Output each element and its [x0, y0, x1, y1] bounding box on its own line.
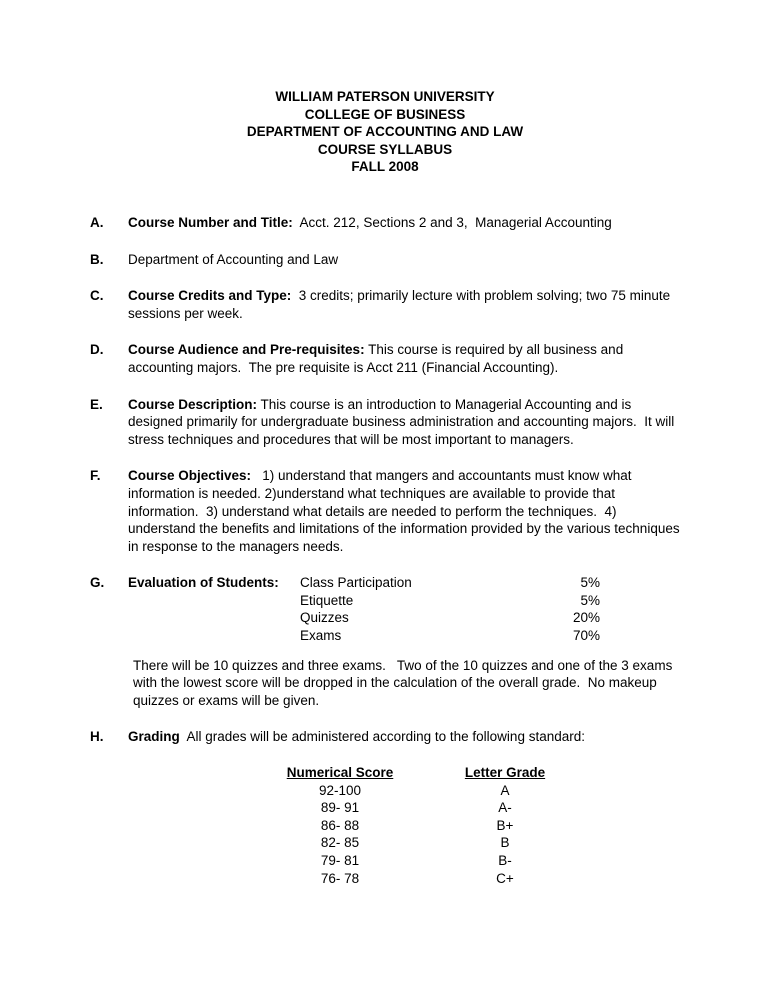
section-body: 1) understand that mangers and accountants must know what information is needed. 2)understand what techniques are available to provide that information. 3) understand what details are needed to perform the techniques. 4) understand the benefits and limitations of the information provided by the various techniques in response to the managers needs. — [128, 468, 684, 554]
section-text — [128, 214, 680, 232]
section-text — [128, 467, 684, 555]
section-lead: Course Number and Title: — [128, 214, 293, 230]
table-row — [260, 782, 680, 800]
section-lead: Evaluation of Students: — [128, 575, 279, 591]
college-name: COLLEGE OF BUSINESS — [304, 106, 466, 122]
evaluation-label: Etiquette — [300, 592, 354, 608]
evaluation-value: 5% — [580, 592, 600, 608]
evaluation-item — [300, 609, 600, 627]
section-description — [90, 396, 680, 449]
table-row — [260, 817, 680, 835]
section-lead: Course Objectives: — [128, 468, 252, 484]
section-lead: Grading — [128, 729, 180, 745]
score-range: 76- 78 — [320, 870, 360, 886]
letter-grade: B — [500, 835, 510, 851]
section-text — [128, 341, 680, 376]
section-body: This course is required by all business and accounting majors. The pre requisite is Acct 211 (Financial Accounting). — [128, 342, 627, 375]
section-course-number — [90, 214, 680, 232]
section-body: Acct. 212, Sections 2 and 3, Managerial Accounting — [292, 214, 612, 230]
section-lead: Course Audience and Pre-requisites: — [128, 342, 365, 358]
evaluation-item — [300, 574, 600, 592]
score-range: 79- 81 — [320, 853, 360, 868]
document-header — [90, 88, 680, 176]
section-body: 3 credits; primarily lecture with problem solving; two 75 minute sessions per week. — [128, 288, 674, 321]
table-row — [260, 870, 680, 888]
score-range: 86- 88 — [320, 817, 360, 833]
university-name: WILLIAM PATERSON UNIVERSITY — [275, 89, 495, 104]
table-row — [260, 852, 680, 870]
section-department — [90, 251, 680, 269]
letter-grade: B+ — [496, 817, 514, 833]
evaluation-value: 5% — [580, 575, 600, 591]
section-text — [128, 728, 680, 746]
section-body: This course is an introduction to Managerial Accounting and is designed primarily for undergraduate business administration and accounting majors. It will stress techniques and procedures that will be most important to managers. — [128, 396, 679, 447]
table-row — [260, 834, 680, 852]
section-text — [128, 251, 680, 269]
section-letter: G. — [90, 575, 105, 591]
section-letter: E. — [90, 396, 103, 412]
section-text — [128, 396, 680, 449]
section-credits — [90, 287, 680, 322]
evaluation-row — [128, 574, 680, 644]
score-range: 89- 91 — [320, 800, 360, 816]
section-letter: A. — [90, 214, 104, 230]
term-label: FALL 2008 — [351, 159, 419, 175]
section-grading — [90, 728, 680, 746]
section-text — [128, 287, 680, 322]
evaluation-label: Quizzes — [300, 610, 349, 626]
letter-grade: B- — [498, 853, 512, 868]
evaluation-table — [300, 574, 600, 644]
section-letter: B. — [90, 251, 104, 267]
section-lead: Course Description: — [128, 396, 258, 412]
section-letter: D. — [90, 342, 104, 358]
score-range: 92-100 — [318, 782, 362, 798]
table-row — [260, 799, 680, 817]
section-lead: Course Credits and Type: — [128, 288, 292, 304]
letter-grade-header: Letter Grade — [464, 765, 546, 781]
document-type: COURSE SYLLABUS — [317, 141, 453, 157]
section-objectives — [90, 467, 684, 555]
section-audience — [90, 341, 680, 376]
evaluation-item — [300, 627, 600, 645]
letter-grade: C+ — [496, 870, 514, 886]
grading-table — [260, 764, 680, 887]
evaluation-item — [300, 592, 600, 610]
section-letter: H. — [90, 729, 104, 745]
section-evaluation — [90, 574, 680, 709]
letter-grade: A — [500, 782, 510, 798]
section-body: Department of Accounting and Law — [128, 251, 339, 267]
letter-grade: A- — [498, 800, 512, 816]
grading-table-header — [260, 764, 680, 782]
section-letter: C. — [90, 288, 104, 304]
evaluation-label: Exams — [300, 628, 342, 644]
evaluation-value: 70% — [572, 628, 600, 644]
section-body: All grades will be administered according to the following standard: — [179, 729, 585, 745]
score-range: 82- 85 — [320, 835, 360, 851]
evaluation-label: Class Participation — [300, 575, 412, 591]
department-name: DEPARTMENT OF ACCOUNTING AND LAW — [246, 124, 524, 140]
evaluation-value: 20% — [572, 610, 600, 626]
evaluation-note: There will be 10 quizzes and three exams. Two of the 10 quizzes and one of the 3 exams with the lowest score will be dropped in the calculation of the overall grade. No makeup quizzes or exams will be given. — [133, 657, 677, 708]
numerical-score-header: Numerical Score — [286, 765, 394, 781]
section-letter: F. — [90, 468, 101, 484]
